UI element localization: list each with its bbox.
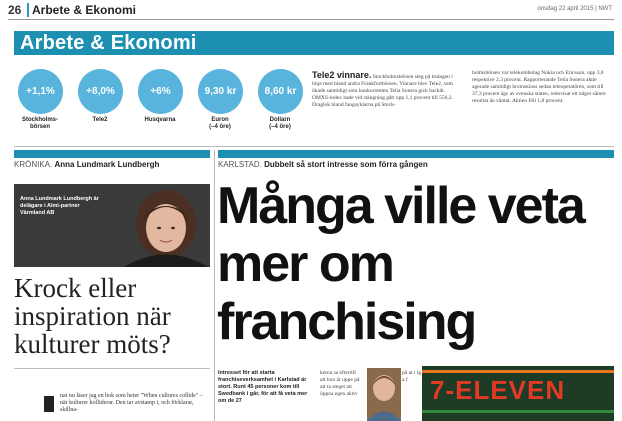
indicator-label-dollar: Dollarn (–4 öre) [269,117,291,130]
market-report-col2: holmsbörsen var telekombolag Nokia och Ericsson, upp 3,0 respektive 2,3 procent. Rapporterande Telia Sonera aktie agerade samtidigt bromskloss sedan teleoperatören, som till 37,3 procent ägs av svenska staten, redovisat ett något sämre resultat än väntat. Aktien föll 1,8 procent. [472,70,606,104]
indicator-circle-stockholm: +1,1% [18,69,63,114]
indicator-label-tele2: Tele2 [92,117,108,123]
indicator-circle-husqvarna: +6% [138,69,183,114]
indicator-label-euro: Euron (–4 öre) [209,117,231,130]
sign-orange-stripe [422,370,614,373]
market-report-lead-end: Draglok bland fangsyklarna på Stock- [312,102,396,108]
store-sign-logo: 7-ELEVEN [430,375,566,405]
indicator-circle-euro: 9,30 kr [198,69,243,114]
market-report-heading: Tele2 vinnare. [312,70,372,80]
running-section-title: Arbete & Ekonomi [32,3,137,17]
article-kicker-place: KARLSTAD. [218,160,262,169]
kronika-author: Anna Lundmark Lundbergh [54,160,160,169]
section-divider [14,146,614,147]
article-body-col3: på at i ig a f [402,370,422,383]
interviewee-photo [367,368,401,421]
article-body-col2: kerna sa eftertill att hon är uppe på att ta steget att öppna egen aktiv [320,370,360,397]
face-illustration [367,368,401,421]
indicator-label-husqvarna: Husqvarna [144,117,176,123]
kronika-body-text: nat nu läser jag en bok som heter "When cultures collide" – när kulturer kolliderar. Den tar avstamp i, och förklarar, skillna- [60,393,203,413]
article-kicker-text: Dubbelt så stort intresse som förra gången [264,160,428,169]
kronika-headline: Krock eller inspiration när kulturer möts? [14,273,171,359]
market-report-lead: Stockholmsbörsen steg på tisdagen i linje med bland andra Frankfurtbörsen. Vinnare blev Tele2, som ökade samtidigt som konkurrenten Telia Sonera gick backåt. OMXS-index hade vid stängning gått upp 1,1 procent till 556,2. [312,74,453,101]
header-separator [27,3,29,17]
photo-caption: Anna Lundmark Lundbergh är delägare i Almi-partner Värmland AB [20,196,99,216]
kronika-rule [14,368,210,369]
sign-green-stripe [422,410,614,413]
article-headline: Många ville veta mer om franchising [217,177,584,351]
column-divider [214,150,215,421]
indicator-circle-tele2: +8,0% [78,69,123,114]
section-banner-title: Arbete & Ekonomi [20,32,197,54]
dateline: onsdag 22 april 2015 | NWT [537,6,612,12]
page-number: 26 [8,3,22,17]
kronika-topbar [14,150,210,158]
article-kicker [218,160,428,169]
market-report-col1 [312,70,462,109]
store-sign-photo [422,366,614,421]
article-topbar [218,150,614,158]
article-ingress: Intresset för att starta franchiseverksamhet i Karlstad är stort. Runt 45 personer kom till Swedbank i går, för att få veta mer om de 27 [218,370,308,404]
indicator-circle-dollar: 8,60 kr [258,69,303,114]
kronika-kicker [14,160,159,169]
kronika-kicker-label: KRÖNIKA. [14,160,53,169]
drop-cap-mark [44,396,54,412]
header-rule [8,19,614,20]
indicator-label-stockholm: Stockholms- börsen [21,117,58,130]
